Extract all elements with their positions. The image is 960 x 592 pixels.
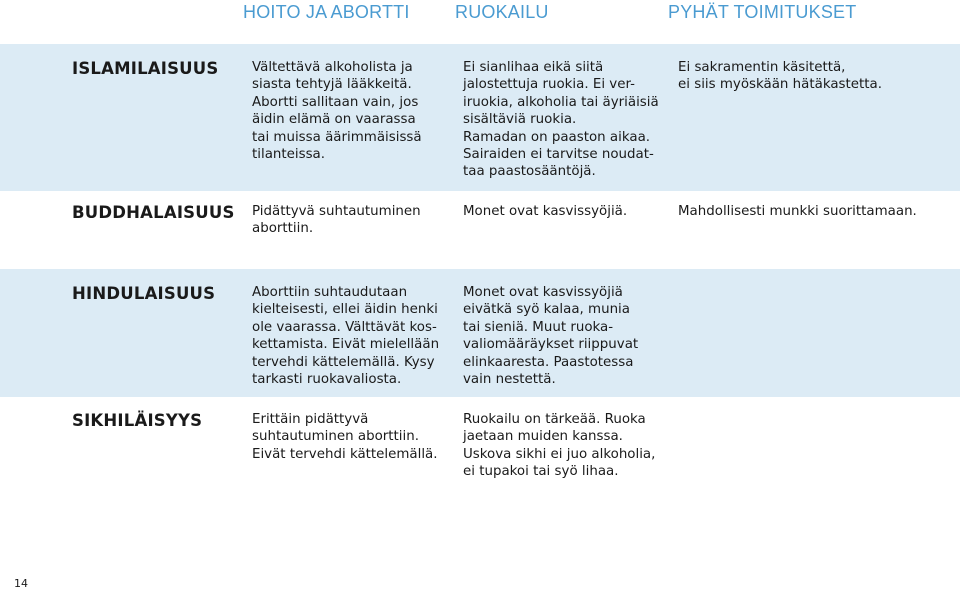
buddhalaisuus-food-text: Monet ovat kasvissyöjiä. (463, 204, 628, 219)
header-pyhat-toimitukset: PYHÄT TOIMITUKSET (668, 2, 857, 22)
sikhilaisyys-abortion-text: Erittäin pidättyvä suhtautuminen aborttiin. Eivät tervehdi kättelemällä. (252, 412, 438, 462)
religion-sikhilaisyys: SIKHILÄISYYS (72, 411, 203, 430)
hindulaisuus-abortion-text: Aborttiin suhtaudutaan kielteisesti, ellei äidin henki ole vaarassa. Välttävät kos- kettamista. Eivät mielellään tervehdi kättelemällä. Kysy tarkasti ruokavaliosta. (252, 285, 440, 388)
header-ruokailu: RUOKAILU (455, 2, 549, 22)
religion-islamilaisuus: ISLAMILAISUUS (72, 59, 219, 78)
islamilaisuus-abortion-text: Vältettävä alkoholista ja siasta tehtyjä lääkkeitä. Abortti sallitaan vain, jos äidin elämä on vaarassa tai muissa äärimmäisissä tilanteissa. (252, 60, 422, 163)
islamilaisuus-rites-text: Ei sakramentin käsitettä, ei siis myöskään hätäkastetta. (678, 60, 882, 93)
header-hoito-ja-abortti: HOITO JA ABORTTI (243, 2, 410, 22)
buddhalaisuus-rites-text: Mahdollisesti munkki suorittamaan. (678, 204, 917, 219)
hindulaisuus-food-text: Monet ovat kasvissyöjiä eivätkä syö kalaa, munia tai sieniä. Muut ruoka- valiomääräykset riippuvat elinkaaresta. Paastotessa vain nestettä. (463, 285, 639, 388)
page-number: 14 (14, 577, 28, 590)
buddhalaisuus-abortion-text: Pidättyvä suhtautuminen aborttiin. (252, 204, 421, 237)
sikhilaisyys-food-text: Ruokailu on tärkeää. Ruoka jaetaan muiden kanssa. Uskova sikhi ei juo alkoholia, ei tupakoi tai syö lihaa. (463, 412, 656, 480)
religion-hindulaisuus: HINDULAISUUS (72, 284, 216, 303)
islamilaisuus-food-text: Ei sianlihaa eikä siitä jalostettuja ruokia. Ei ver- iruokia, alkoholia tai äyriäisiä sisältäviä ruokia. Ramadan on paaston aikaa. Sairaiden ei tarvitse noudat- taa paastosääntöjä. (463, 60, 659, 180)
religion-buddhalaisuus: BUDDHALAISUUS (72, 203, 235, 222)
